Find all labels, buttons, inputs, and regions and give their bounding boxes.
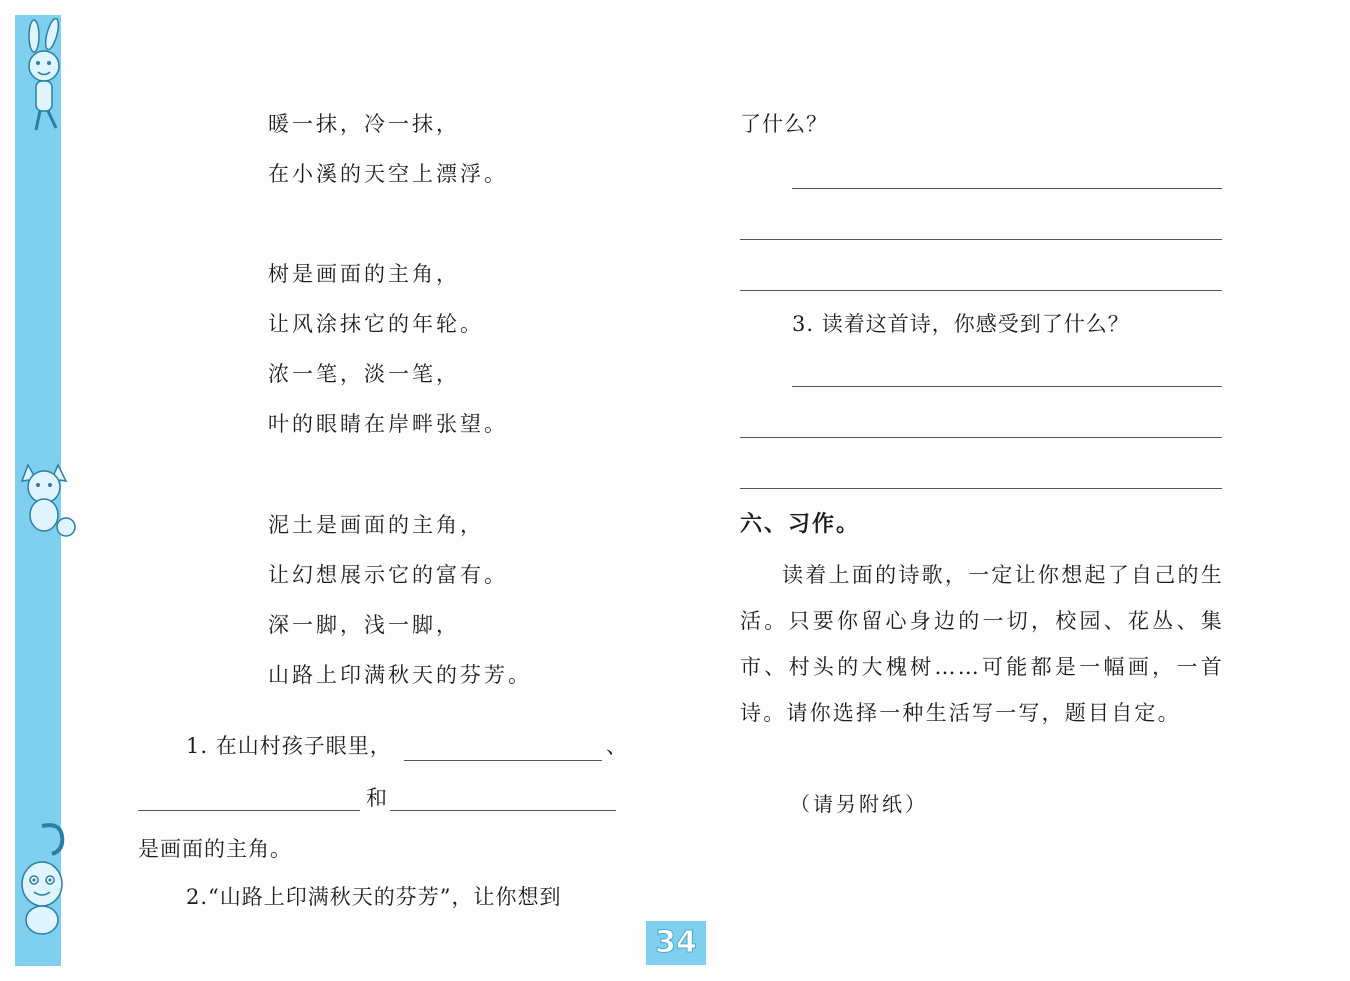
poem-line: 深一脚，浅一脚， <box>268 613 460 637</box>
poem-line: 让风涂抹它的年轮。 <box>268 312 484 336</box>
question-1-prefix: 1. 在山村孩子眼里， <box>186 734 392 758</box>
question-3-text: 3. 读着这首诗，你感受到了什么？ <box>792 312 1130 336</box>
poem-line: 树是画面的主角， <box>268 262 460 286</box>
essay-note: （请另附纸） <box>790 792 928 816</box>
poem-line: 泥土是画面的主角， <box>268 513 484 537</box>
answer-blank[interactable] <box>138 810 360 811</box>
answer-blank[interactable] <box>740 290 1222 291</box>
question-2-text: 2.“山路上印满秋天的芬芳”，让你想到 <box>186 885 562 909</box>
question-2-continuation: 了什么？ <box>740 112 828 136</box>
answer-blank[interactable] <box>792 386 1222 387</box>
rabbit-mascot-icon <box>12 18 82 138</box>
page-number: 34 <box>646 921 706 965</box>
answer-blank[interactable] <box>740 488 1222 489</box>
answer-blank[interactable] <box>390 810 616 811</box>
answer-blank[interactable] <box>740 437 1222 438</box>
poem-line: 浓一笔，淡一笔， <box>268 362 460 386</box>
tiger-mascot-icon <box>12 820 82 940</box>
poem-line: 让幻想展示它的富有。 <box>268 563 508 587</box>
question-1-suffix: 是画面的主角。 <box>138 837 292 861</box>
poem-line: 山路上印满秋天的芬芳。 <box>268 663 532 687</box>
poem-line: 在小溪的天空上漂浮。 <box>268 162 508 186</box>
essay-prompt: 读着上面的诗歌，一定让你想起了自己的生活。只要你留心身边的一切，校园、花丛、集市、村头的大槐树……可能都是一幅画，一首诗。请你选择一种生活写一写，题目自定。 <box>740 563 1224 725</box>
answer-blank[interactable] <box>740 239 1222 240</box>
answer-blank[interactable] <box>792 188 1222 189</box>
question-1-separator: 、 <box>606 734 628 758</box>
poem-line: 暖一抹，冷一抹， <box>268 112 460 136</box>
poem-line: 叶的眼睛在岸畔张望。 <box>268 412 508 436</box>
answer-blank[interactable] <box>404 760 602 761</box>
question-1-connector: 和 <box>366 786 388 810</box>
section-title: 六、习作。 <box>740 512 861 537</box>
fox-mascot-icon <box>12 455 82 545</box>
